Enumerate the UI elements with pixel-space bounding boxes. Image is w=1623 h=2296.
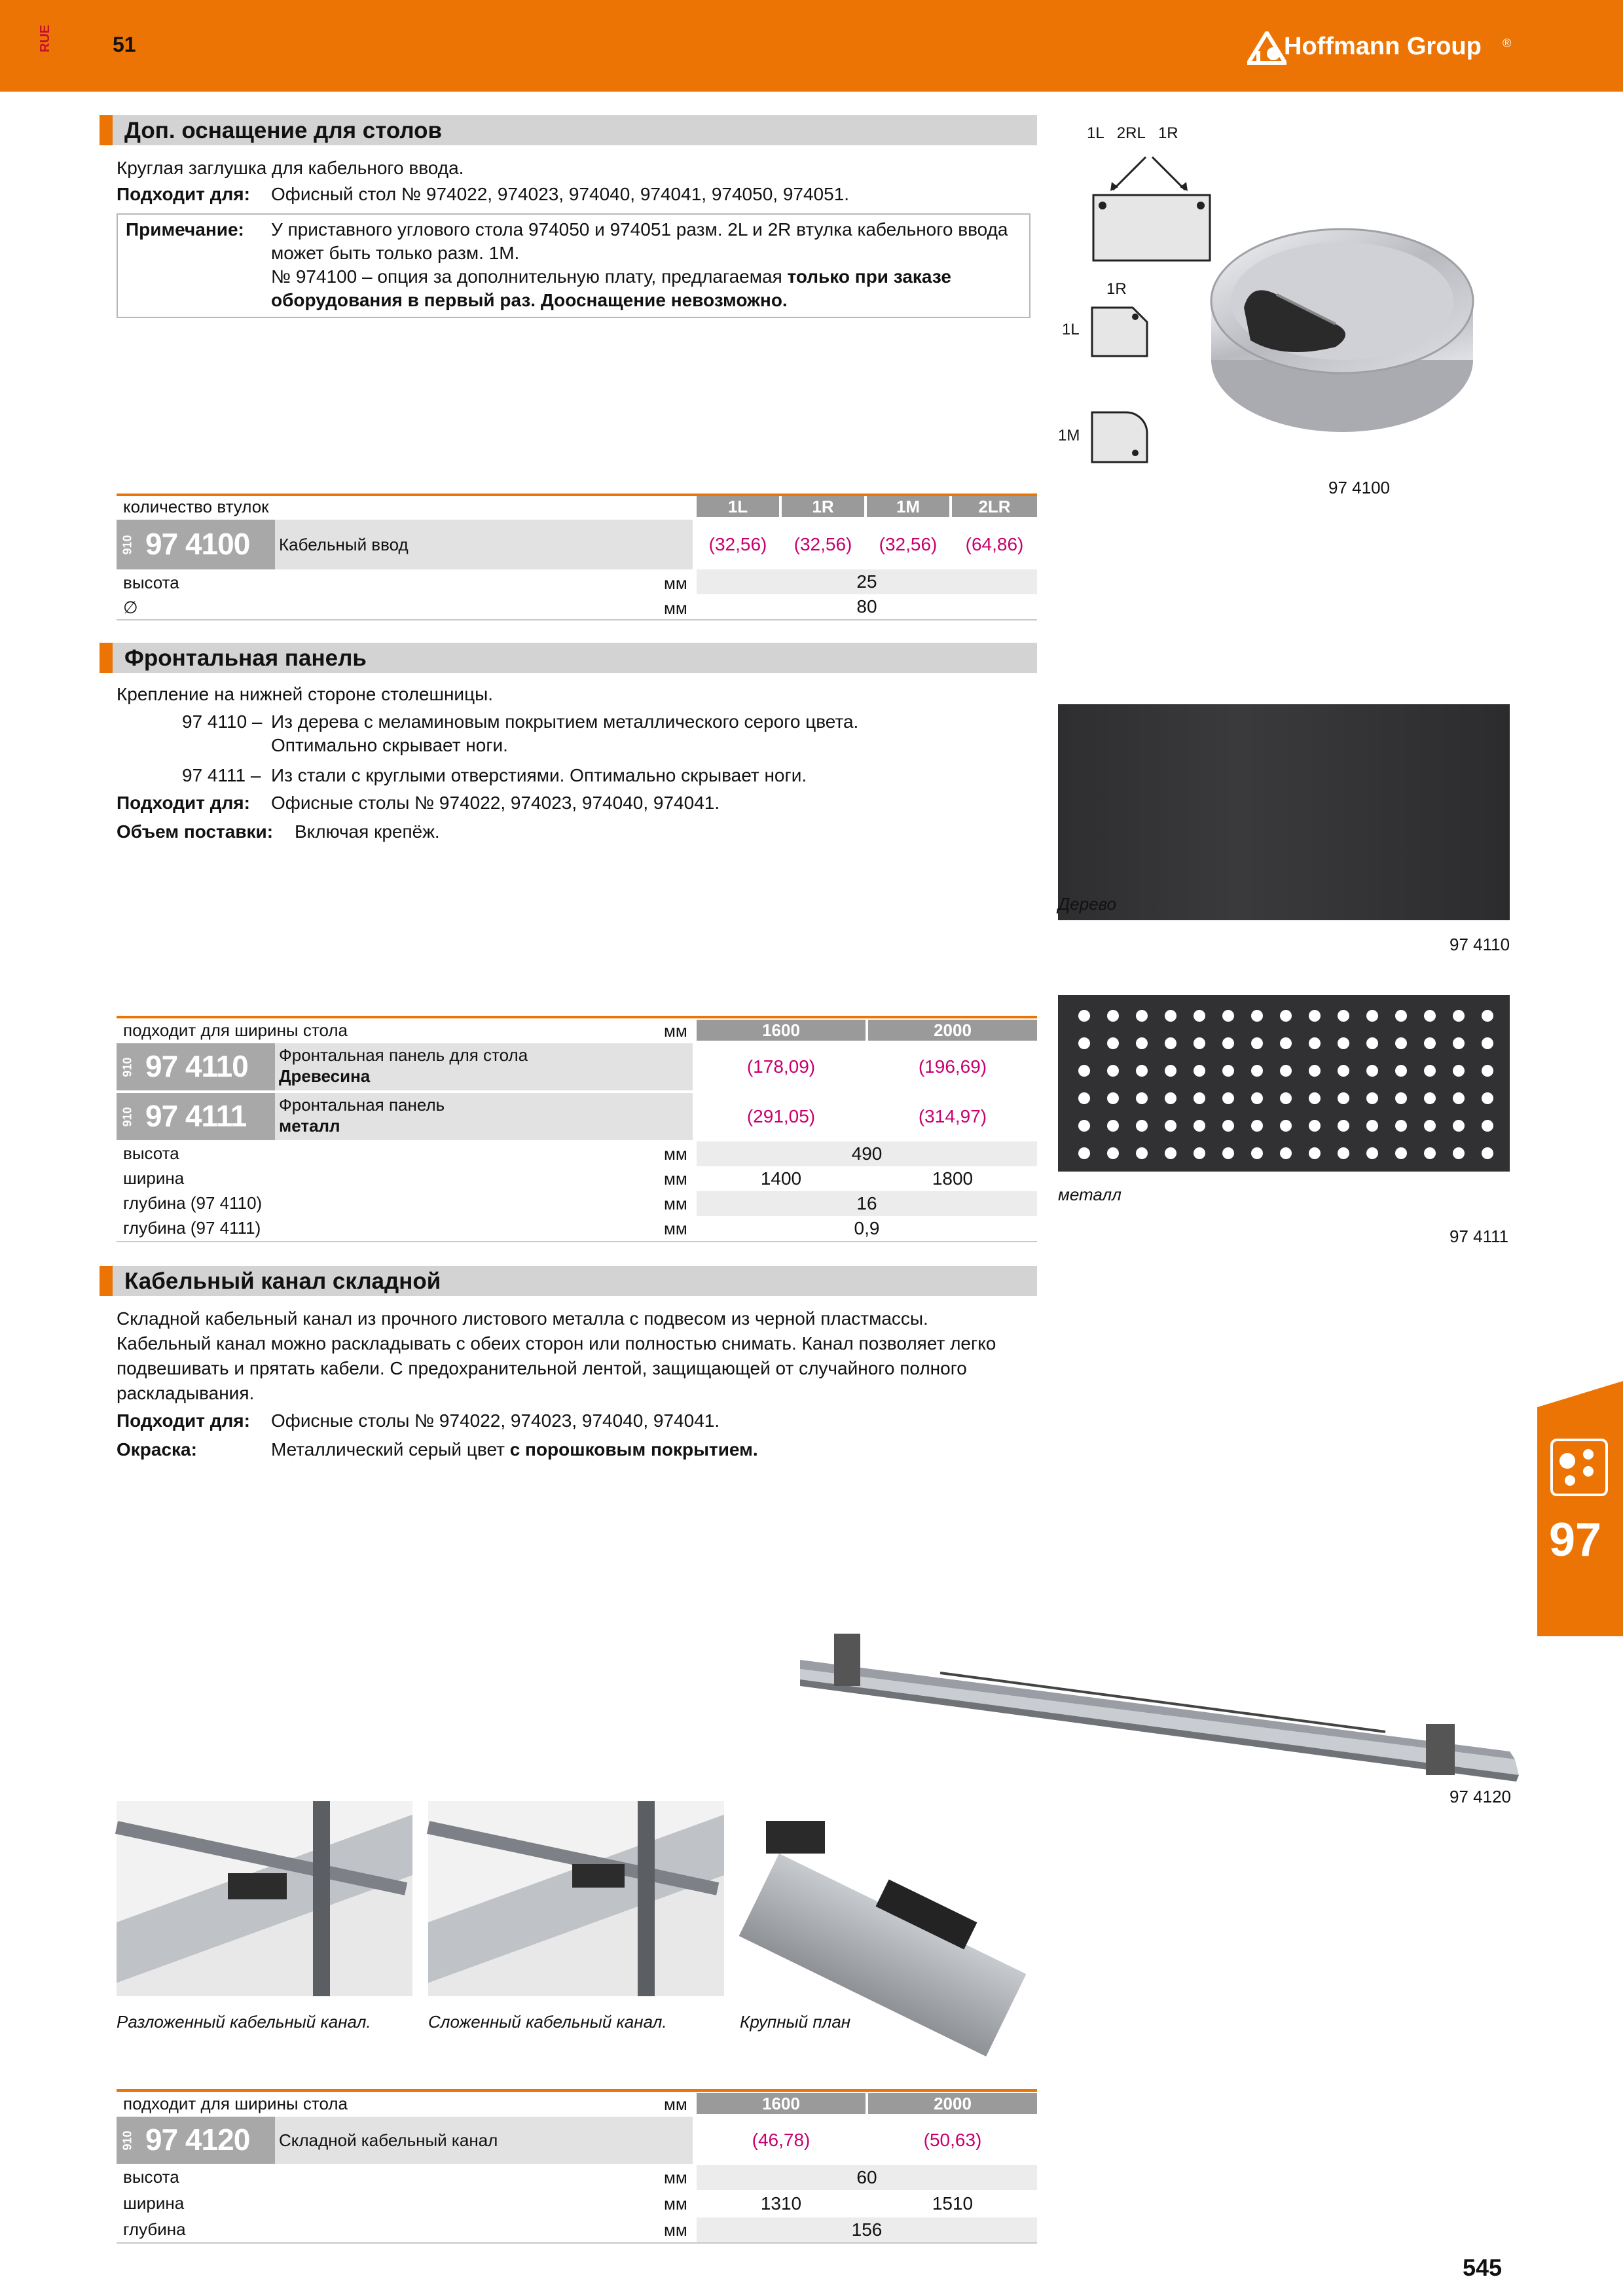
fits-label: Подходит для: [117, 184, 250, 204]
spec-value: 1510 [868, 2191, 1037, 2216]
logo-registered: ® [1503, 37, 1512, 50]
diagram-label-1m: 1M [1058, 427, 1080, 444]
spec-value: 1400 [697, 1166, 866, 1191]
article-name: Кабельный ввод [279, 535, 409, 554]
spec-unit: мм [664, 573, 687, 593]
paint-text: Металлический серый цвет [271, 1439, 510, 1460]
table-header-unit: мм [664, 1021, 687, 1041]
spec-value: 490 [697, 1141, 1037, 1166]
article-number[interactable]: 97 4111 [145, 1099, 247, 1133]
section-title: Доп. оснащение для столов [124, 118, 443, 143]
photo-caption: Сложенный кабельный канал. [428, 2012, 667, 2032]
fits-label: Подходит для: [117, 1410, 250, 1431]
side-code: RUE [38, 24, 52, 52]
spec-label: высота [123, 1143, 179, 1163]
folded-tray-photo [428, 1801, 724, 1996]
logo-text: Hoffmann Group [1284, 33, 1482, 60]
article-material: Древесина [279, 1066, 371, 1086]
price: (64,86) [965, 534, 1024, 554]
section-title: Кабельный канал складной [124, 1268, 441, 1294]
photo-caption: Разложенный кабельный канал. [117, 2012, 371, 2032]
fits-value: Офисные столы № 974022, 974023, 974040, 974041. [271, 1410, 720, 1431]
col-header: 2000 [868, 2093, 1037, 2114]
image-caption: металл [1058, 1185, 1122, 1204]
col-header: 1M [867, 496, 949, 517]
article-prefix: 910 [120, 1057, 134, 1077]
page-number: 545 [1463, 2254, 1503, 2281]
metal-panel-image [1058, 995, 1510, 1172]
table-header-unit: мм [664, 2094, 687, 2114]
description-line: Складной кабельный канал из прочного листового металла с подвесом из черной пластмассы. [117, 1308, 928, 1329]
fits-value: Офисные столы № 974022, 974023, 974040, 974041. [271, 793, 720, 813]
spec-label: глубина (97 4110) [123, 1193, 263, 1213]
note-text: № 974100 – опция за дополнительную плату, предлагаемая [271, 266, 788, 287]
article-name: Складной кабельный канал [279, 2130, 498, 2150]
cable-grommet-image [1205, 196, 1480, 439]
spec-value: 0,9 [697, 1216, 1037, 1241]
article-prefix: 910 [120, 535, 134, 555]
table-header-label: количество втулок [123, 497, 269, 516]
col-header: 1600 [697, 1020, 866, 1041]
spec-label: высота [123, 2167, 179, 2187]
article-row [117, 1093, 693, 1140]
paint-bold: с порошковым покрытием. [509, 1439, 758, 1460]
description: Крепление на нижней стороне столешницы. [117, 684, 494, 704]
item-code: 97 4111 – [182, 765, 261, 785]
article-number[interactable]: 97 4100 [145, 527, 250, 561]
item-code: 97 4110 – [182, 711, 263, 732]
image-code: 97 4100 [1328, 478, 1390, 497]
spec-value: 1310 [697, 2191, 866, 2216]
table-header-label: подходит для ширины стола [123, 2094, 348, 2113]
spec-label: глубина [123, 2219, 186, 2239]
spec-unit: мм [664, 1144, 687, 1164]
spec-unit: мм [664, 2168, 687, 2187]
cable-tray-image [796, 1621, 1523, 1784]
note-bold-line: оборудования в первый раз. Дооснащение невозможно. [271, 290, 788, 310]
chapter-tab [1537, 1381, 1623, 1636]
paint-value [271, 1437, 758, 1462]
scope-value: Включая крепёж. [295, 821, 440, 842]
table-header-label: подходит для ширины стола [123, 1020, 348, 1040]
description-line: подвешивать и прятать кабели. С предохранительной лентой, защищающей от случайного полного [117, 1358, 967, 1378]
spec-label: ширина [123, 2193, 185, 2213]
price: (314,97) [918, 1106, 987, 1126]
table-bottom-rule [117, 1241, 1037, 1242]
spec-value: 60 [697, 2165, 1037, 2190]
spec-label: ширина [123, 1168, 185, 1188]
col-header: 2000 [868, 1020, 1037, 1041]
spec-value: 80 [697, 594, 1037, 619]
article-prefix: 910 [120, 2130, 134, 2151]
article-number[interactable]: 97 4110 [145, 1049, 248, 1083]
brand-logo [1247, 30, 1512, 69]
article-prefix: 910 [120, 1107, 134, 1127]
description-line: раскладывания. [117, 1383, 255, 1403]
price: (291,05) [746, 1106, 816, 1126]
spec-unit: мм [664, 2220, 687, 2240]
description-line: Кабельный канал можно раскладывать с обеих сторон или полностью снимать. Канал позволяет легко [117, 1333, 996, 1354]
table-top-rule [117, 2089, 1037, 2092]
section-title: Фронтальная панель [124, 645, 367, 671]
price: (32,56) [879, 534, 938, 554]
section-heading-accessories [100, 115, 1037, 145]
closeup-tray-photo [740, 1801, 1037, 1996]
col-header: 1600 [697, 2093, 866, 2114]
spec-unit: мм [664, 1219, 687, 1238]
note-line: У приставного углового стола 974050 и 974051 разм. 2L и 2R втулка кабельного ввода [271, 219, 1008, 240]
image-code: 97 4110 [1450, 935, 1510, 954]
spec-label: ∅ [123, 598, 138, 617]
price: (46,78) [752, 2130, 811, 2150]
col-header: 2LR [952, 496, 1037, 517]
note-label: Примечание: [126, 219, 244, 240]
price: (178,09) [746, 1056, 816, 1077]
article-name: Фронтальная панель [279, 1095, 445, 1115]
diagram-label-1l: 1L [1062, 321, 1080, 338]
spec-unit: мм [664, 598, 687, 618]
price: (50,63) [923, 2130, 982, 2150]
spec-unit: мм [664, 1194, 687, 1213]
table-bottom-rule [117, 2242, 1037, 2244]
article-row [117, 1043, 693, 1090]
section-heading-front-panel [100, 643, 1037, 673]
note-line: может быть только разм. 1M. [271, 243, 520, 263]
table-bottom-rule [117, 619, 1037, 620]
note-bold: только при заказе [787, 266, 951, 287]
article-material: металл [279, 1116, 340, 1136]
image-caption: Дерево [1058, 894, 1117, 914]
diagram-label-1r: 1R [1106, 280, 1127, 298]
image-code: 97 4120 [1450, 1787, 1511, 1806]
item-text: Из стали с круглыми отверстиями. Оптимально скрывает ноги. [271, 765, 807, 785]
spec-label: высота [123, 573, 179, 592]
price: (32,56) [708, 534, 767, 554]
article-name: Фронтальная панель для стола [279, 1045, 528, 1065]
table-top-rule [117, 1016, 1037, 1018]
article-number[interactable]: 97 4120 [145, 2123, 250, 2157]
section-heading-cable-tray [100, 1266, 1037, 1296]
scope-label: Объем поставки: [117, 821, 274, 842]
article-row [117, 520, 693, 569]
col-header: 1L [697, 496, 779, 517]
chapter-number-tab: 97 [1549, 1514, 1602, 1566]
fits-label: Подходит для: [117, 793, 250, 813]
spec-value: 25 [697, 569, 1037, 594]
spec-unit: мм [664, 1169, 687, 1189]
description: Круглая заглушка для кабельного ввода. [117, 158, 464, 178]
spec-value: 156 [697, 2217, 1037, 2242]
chapter-number: 51 [113, 33, 136, 56]
spec-unit: мм [664, 2194, 687, 2214]
col-header: 1R [782, 496, 864, 517]
spec-value: 16 [697, 1191, 1037, 1216]
price: (196,69) [918, 1056, 987, 1077]
item-text: Из дерева с меламиновым покрытием металлического серого цвета. [271, 711, 859, 732]
spec-label: глубина (97 4111) [123, 1218, 261, 1238]
unfolded-tray-photo [117, 1801, 412, 1996]
logo-icon [1247, 31, 1286, 65]
diagram-top-labels: 1L 2RL 1R [1087, 124, 1178, 142]
item-text: Оптимально скрывает ноги. [271, 735, 508, 755]
article-row [117, 2117, 693, 2164]
wood-panel-image [1058, 704, 1510, 920]
note-line [271, 264, 951, 289]
spec-value: 1800 [868, 1166, 1037, 1191]
image-code: 97 4111 [1450, 1227, 1509, 1246]
photo-caption: Крупный план [740, 2012, 851, 2032]
fits-value: Офисный стол № 974022, 974023, 974040, 974041, 974050, 974051. [271, 184, 850, 204]
paint-label: Окраска: [117, 1439, 197, 1460]
price: (32,56) [793, 534, 852, 554]
